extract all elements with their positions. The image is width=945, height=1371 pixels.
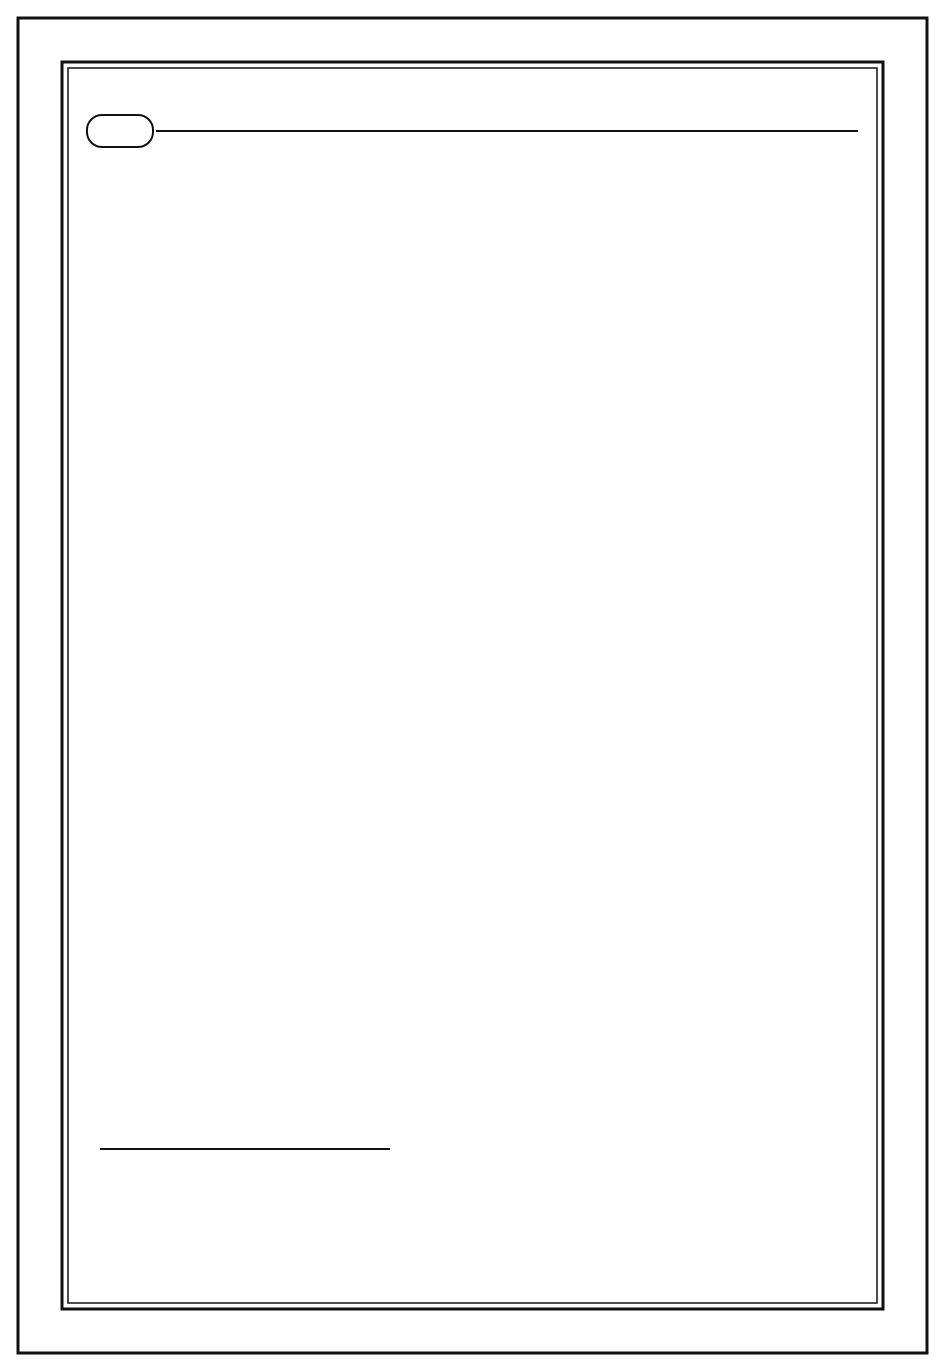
footnote-separator — [100, 1148, 390, 1150]
page-number-badge — [86, 114, 154, 148]
header-rule — [156, 130, 858, 132]
page-header — [86, 86, 858, 148]
book-page — [86, 86, 858, 1282]
